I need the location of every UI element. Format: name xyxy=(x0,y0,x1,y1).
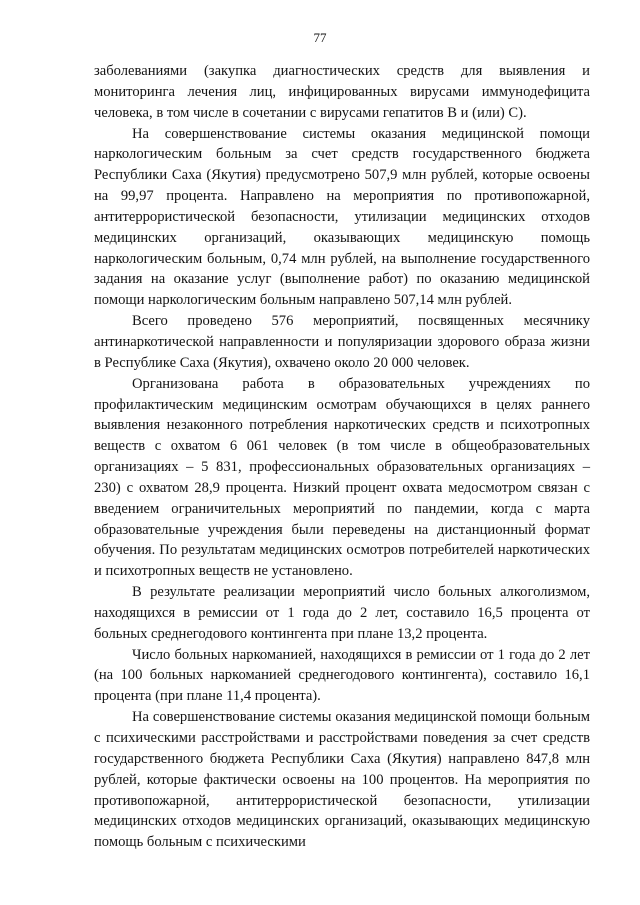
paragraph-drug-addiction-remission: Число больных наркоманией, находящихся в ремиссии от 1 года до 2 лет (на 100 больных наркоманией среднегодового контингента), составило 16,1 процента (при плане 11,4 процента). xyxy=(94,646,590,705)
paragraph-alcoholism-remission: В результате реализации мероприятий число больных алкоголизмом, находящихся в ремиссии от 1 года до 2 лет, составило 16,5 процента от больных среднегодового контингента при плане 13,2 процента. xyxy=(94,584,590,642)
paragraph-mental-health-funding: На совершенствование системы оказания медицинской помощи больным с психическими расстройствами и расстройствами поведения за счет средств государственного бюджета Республики Саха (Якутия) направлено 847,8 млн рублей, которые фактически освоены на 100 процентов. На мероприятия по противопожарной, антитеррористической безопасности, утилизации медицинских отходов медицинских организаций, оказывающих медицинскую помощь больным с психическими xyxy=(94,709,590,851)
paragraph-antidrug-month-events: Всего проведено 576 мероприятий, посвященных месячнику антинаркотической направленности и популяризации здорового образа жизни в Республике Саха (Якутия), охвачено около 20 000 человек. xyxy=(94,313,590,371)
document-body xyxy=(94,61,590,853)
paragraph-student-medical-screenings: Организована работа в образовательных учреждениях по профилактическим медицинским осмотрам обучающихся в целях раннего выявления незаконного потребления наркотических средств и психотропных веществ с охватом 6 061 человек (в том числе в общеобразовательных организациях – 5 831, профессиональных образовательных организациях – 230) с охватом 28,9 процента. Низкий процент охвата медосмотром связан с введением ограничительных мероприятий по пандемии, когда с марта образовательные учреждения были переведены на дистанционный формат обучения. По результатам медицинских осмотров потребителей наркотических и психотропных веществ не установлено. xyxy=(94,375,590,580)
paragraph-narcology-funding: На совершенствование системы оказания медицинской помощи наркологическим больным за счет средств государственного бюджета Республики Саха (Якутия) предусмотрено 507,9 млн рублей, которые освоены на 99,97 процента. Направлено на мероприятия по противопожарной, антитеррористической безопасности, утилизации медицинских отходов медицинских организаций, оказывающих медицинскую помощь наркологическим больным, 0,74 млн рублей, на выполнение государственного задания на оказание услуг (выполнение работ) по оказанию медицинской помощи наркологическим больным направлено 507,14 млн рублей. xyxy=(94,125,590,309)
page-number: 77 xyxy=(313,30,327,45)
paragraph-hiv-diagnostics-continuation: заболеваниями (закупка диагностических средств для выявления и мониторинга лечения лиц, инфицированных вирусами иммунодефицита человека, в том числе в сочетании с вирусами гепатитов В и (или) С). xyxy=(94,63,590,121)
